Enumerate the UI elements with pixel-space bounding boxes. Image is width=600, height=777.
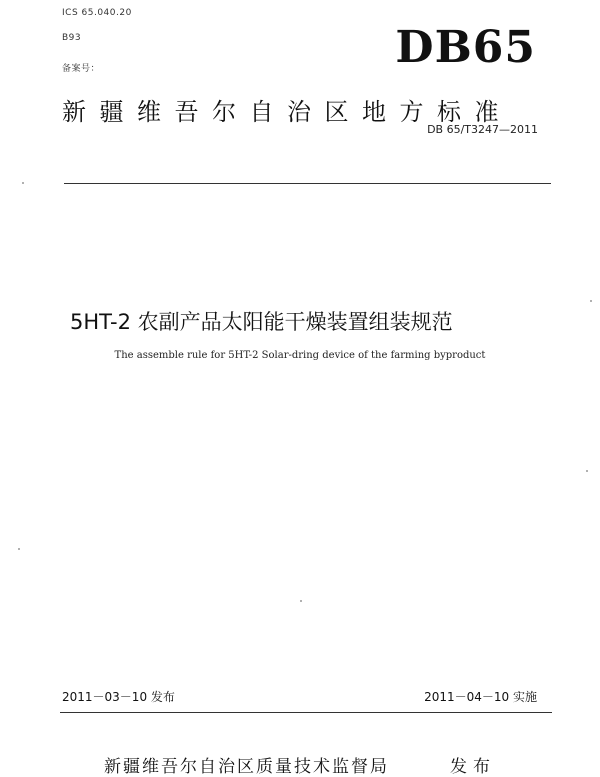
scan-speck bbox=[586, 470, 588, 472]
standard-logo: DB65 bbox=[395, 22, 536, 73]
implementation-date: 2011－04－10 实施 bbox=[424, 690, 537, 704]
standard-category-title: 新疆维吾尔自治区地方标准 bbox=[62, 98, 512, 126]
issue-date: 2011－03－10 发布 bbox=[62, 690, 175, 704]
footer-divider bbox=[60, 712, 552, 713]
scan-speck bbox=[22, 182, 24, 184]
issuing-authority: 新疆维吾尔自治区质量技术监督局 bbox=[104, 757, 389, 777]
scan-speck bbox=[590, 300, 592, 302]
filing-number-label: 备案号： bbox=[62, 64, 101, 74]
standard-code: DB 65/T3247—2011 bbox=[427, 123, 538, 136]
document-title-english: The assemble rule for 5HT-2 Solar-dring device of the farming byproduct bbox=[114, 350, 486, 361]
ics-code: ICS 65.040.20 bbox=[62, 8, 132, 18]
ccs-code: B93 bbox=[62, 33, 82, 43]
scan-speck bbox=[300, 600, 302, 602]
issue-label: 发布 bbox=[450, 757, 496, 777]
document-title-chinese: 5HT-2 农副产品太阳能干燥装置组装规范 bbox=[70, 310, 453, 334]
header-divider bbox=[64, 183, 551, 184]
scan-speck bbox=[18, 548, 20, 550]
